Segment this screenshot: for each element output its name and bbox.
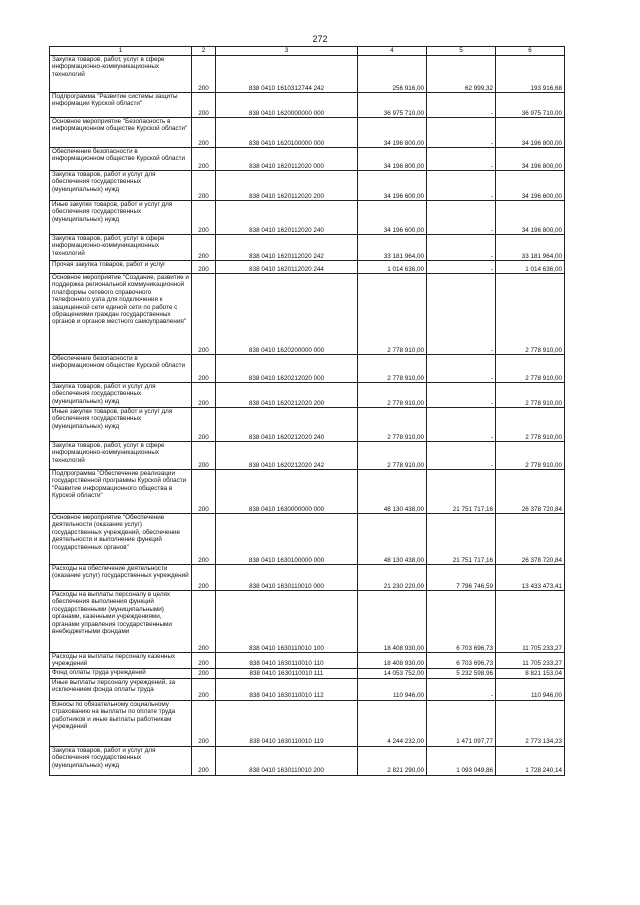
row-name-cell: Подпрограмма "Обеспечение реализации государственной программы Курской области "Развитие информационного общества в Курской области" [50, 470, 192, 514]
row-planned-cell: 1 014 636,00 [358, 261, 427, 274]
row-remaining-cell: 34 196 800,00 [496, 118, 565, 148]
row-executed-cell: - [427, 118, 496, 148]
table-row [50, 56, 565, 93]
row-code-cell: 838 0410 1620112020 240 [216, 201, 358, 235]
row-code-cell: 838 0410 1630110010 000 [216, 565, 358, 591]
row-remaining-cell: 2 778 910,00 [496, 383, 565, 408]
row-remaining-cell: 193 916,68 [496, 56, 565, 93]
row-remaining-cell: 11 705 233,27 [496, 653, 565, 669]
table-row [50, 171, 565, 201]
table-row [50, 355, 565, 383]
budget-table [49, 46, 565, 776]
row-code-cell: 838 0410 1620212020 240 [216, 408, 358, 442]
row-code-cell: 838 0410 1620212020 000 [216, 355, 358, 383]
row-executed-cell: - [427, 261, 496, 274]
row-planned-cell: 110 946,00 [358, 678, 427, 700]
row-planned-cell: 34 196 800,00 [358, 118, 427, 148]
table-row [50, 470, 565, 514]
row-planned-cell: 2 778 910,00 [358, 383, 427, 408]
table-row [50, 678, 565, 700]
row-remaining-cell: 11 705 233,27 [496, 591, 565, 653]
row-planned-cell: 2 821 290,00 [358, 746, 427, 775]
row-planned-cell: 2 778 910,00 [358, 355, 427, 383]
row-group-cell: 200 [192, 514, 216, 565]
table-row [50, 274, 565, 355]
row-planned-cell: 34 196 600,00 [358, 171, 427, 201]
table-row [50, 383, 565, 408]
row-code-cell: 838 0410 1620000000 000 [216, 93, 358, 118]
row-remaining-cell: 2 778 910,00 [496, 274, 565, 355]
col-header-6: 6 [496, 47, 565, 56]
row-group-cell: 200 [192, 56, 216, 93]
row-executed-cell: - [427, 274, 496, 355]
row-name-cell: Расходы на выплаты персоналу казенных учреждений [50, 653, 192, 669]
row-name-cell: Обеспечение безопасности в информационном обществе Курской области [50, 355, 192, 383]
row-remaining-cell: 2 778 910,00 [496, 355, 565, 383]
row-group-cell: 200 [192, 470, 216, 514]
row-code-cell: 838 0410 1620112020 200 [216, 171, 358, 201]
row-code-cell: 838 0410 1620112020 244 [216, 261, 358, 274]
row-executed-cell: - [427, 171, 496, 201]
row-executed-cell: 1 093 049,86 [427, 746, 496, 775]
row-executed-cell: 1 471 097,77 [427, 700, 496, 746]
row-remaining-cell: 8 821 153,04 [496, 668, 565, 678]
row-remaining-cell: 34 196 600,00 [496, 171, 565, 201]
row-remaining-cell: 26 378 720,84 [496, 470, 565, 514]
row-name-cell: Взносы по обязательному социальному страхованию на выплаты по оплате труда работников и иные выплаты работникам учреждений [50, 700, 192, 746]
row-name-cell: Закупка товаров, работ и услуг для обеспечения государственных (муниципальных) нужд [50, 171, 192, 201]
row-name-cell: Расходы на обеспечение деятельности (оказание услуг) государственных учреждений [50, 565, 192, 591]
row-planned-cell: 256 916,00 [358, 56, 427, 93]
row-code-cell: 838 0410 1630110010 200 [216, 746, 358, 775]
row-code-cell: 838 0410 1610312744 242 [216, 56, 358, 93]
row-planned-cell: 34 196 800,00 [358, 148, 427, 171]
row-name-cell: Основное мероприятие "Обеспечение деятельности (оказание услуг) государственных учреждений, обеспечение деятельности и выполнение функций государственных органов" [50, 514, 192, 565]
row-name-cell: Обеспечение безопасности в информационном обществе Курской области [50, 148, 192, 171]
row-group-cell: 200 [192, 274, 216, 355]
row-group-cell: 200 [192, 383, 216, 408]
row-remaining-cell: 2 773 134,23 [496, 700, 565, 746]
row-name-cell: Подпрограмма "Развитие системы защиты информации Курской области" [50, 93, 192, 118]
table-row [50, 201, 565, 235]
row-name-cell: Закупка товаров, работ и услуг для обеспечения государственных (муниципальных) нужд [50, 383, 192, 408]
row-group-cell: 200 [192, 565, 216, 591]
table-row [50, 93, 565, 118]
row-name-cell: Закупка товаров, работ, услуг в сфере информационно-коммуникационных технологий [50, 442, 192, 470]
row-code-cell: 838 0410 1620200000 000 [216, 274, 358, 355]
table-row [50, 261, 565, 274]
row-group-cell: 200 [192, 171, 216, 201]
row-planned-cell: 18 408 930,00 [358, 591, 427, 653]
row-executed-cell: - [427, 408, 496, 442]
row-group-cell: 200 [192, 678, 216, 700]
row-remaining-cell: 34 196 800,00 [496, 201, 565, 235]
header-row [50, 47, 565, 56]
row-executed-cell: 7 796 746,59 [427, 565, 496, 591]
row-remaining-cell: 1 728 240,14 [496, 746, 565, 775]
row-planned-cell: 48 130 438,00 [358, 514, 427, 565]
row-executed-cell: - [427, 235, 496, 261]
row-remaining-cell: 1 014 636,00 [496, 261, 565, 274]
table-row [50, 653, 565, 669]
row-code-cell: 838 0410 1620212020 200 [216, 383, 358, 408]
table-row [50, 514, 565, 565]
row-planned-cell: 2 778 910,00 [358, 274, 427, 355]
row-group-cell: 200 [192, 355, 216, 383]
row-code-cell: 838 0410 1620212020 242 [216, 442, 358, 470]
row-group-cell: 200 [192, 118, 216, 148]
table-row [50, 668, 565, 678]
row-remaining-cell: 36 975 710,00 [496, 93, 565, 118]
row-name-cell: Основное мероприятие "Безопасность в информационном обществе Курской области" [50, 118, 192, 148]
row-planned-cell: 4 244 232,00 [358, 700, 427, 746]
row-planned-cell: 21 230 220,00 [358, 565, 427, 591]
row-code-cell: 838 0410 1630110010 119 [216, 700, 358, 746]
col-header-5: 5 [427, 47, 496, 56]
row-executed-cell: - [427, 355, 496, 383]
row-group-cell: 200 [192, 591, 216, 653]
row-code-cell: 838 0410 1630110010 110 [216, 653, 358, 669]
row-planned-cell: 48 130 438,00 [358, 470, 427, 514]
row-planned-cell: 34 196 600,00 [358, 201, 427, 235]
row-name-cell: Иные закупки товаров, работ и услуг для обеспечения государственных (муниципальных) нужд [50, 408, 192, 442]
row-executed-cell: 6 703 696,73 [427, 653, 496, 669]
row-executed-cell: 62 999,32 [427, 56, 496, 93]
table-row [50, 700, 565, 746]
row-planned-cell: 36 975 710,00 [358, 93, 427, 118]
row-code-cell: 838 0410 1630110010 100 [216, 591, 358, 653]
col-header-3: 3 [216, 47, 358, 56]
row-group-cell: 200 [192, 235, 216, 261]
row-planned-cell: 18 408 930,00 [358, 653, 427, 669]
row-planned-cell: 2 778 910,00 [358, 442, 427, 470]
row-code-cell: 838 0410 1630110010 111 [216, 668, 358, 678]
row-name-cell: Закупка товаров, работ, услуг в сфере информационно-коммуникационных технологий [50, 56, 192, 93]
row-code-cell: 838 0410 1630110010 112 [216, 678, 358, 700]
page-number: 272 [312, 34, 328, 44]
row-name-cell: Иные выплаты персоналу учреждений, за исключением фонда оплаты труда [50, 678, 192, 700]
row-executed-cell: - [427, 383, 496, 408]
row-code-cell: 838 0410 1630000000 000 [216, 470, 358, 514]
row-executed-cell: - [427, 201, 496, 235]
row-group-cell: 200 [192, 201, 216, 235]
table-row [50, 442, 565, 470]
row-executed-cell: - [427, 93, 496, 118]
row-executed-cell: 5 232 598,96 [427, 668, 496, 678]
row-remaining-cell: 26 378 720,84 [496, 514, 565, 565]
row-group-cell: 200 [192, 261, 216, 274]
col-header-4: 4 [358, 47, 427, 56]
row-executed-cell: - [427, 442, 496, 470]
row-group-cell: 200 [192, 653, 216, 669]
table-row [50, 235, 565, 261]
row-group-cell: 200 [192, 442, 216, 470]
row-name-cell: Основное мероприятие "Создание, развитие и поддержка региональной коммуникационной платформы сетевого справочного телефонного узла для подключения к защищенной сети единой сети по работе с обращениями граждан государственных органов и органов местного самоуправления" [50, 274, 192, 355]
row-remaining-cell: 13 433 473,41 [496, 565, 565, 591]
col-header-2: 2 [192, 47, 216, 56]
row-name-cell: Иные закупки товаров, работ и услуг для обеспечения государственных (муниципальных) нужд [50, 201, 192, 235]
row-remaining-cell: 110 946,00 [496, 678, 565, 700]
row-group-cell: 200 [192, 700, 216, 746]
row-executed-cell: 21 751 717,16 [427, 470, 496, 514]
row-name-cell: Фонд оплаты труда учреждений [50, 668, 192, 678]
row-executed-cell: - [427, 148, 496, 171]
row-planned-cell: 2 778 910,00 [358, 408, 427, 442]
row-name-cell: Закупка товаров, работ, услуг в сфере информационно-коммуникационных технологий [50, 235, 192, 261]
table-row [50, 565, 565, 591]
col-header-1: 1 [50, 47, 192, 56]
row-executed-cell: 21 751 717,16 [427, 514, 496, 565]
row-planned-cell: 14 053 752,00 [358, 668, 427, 678]
row-group-cell: 200 [192, 148, 216, 171]
row-group-cell: 200 [192, 668, 216, 678]
row-planned-cell: 33 181 964,00 [358, 235, 427, 261]
row-remaining-cell: 2 778 910,00 [496, 408, 565, 442]
row-remaining-cell: 2 778 910,00 [496, 442, 565, 470]
row-group-cell: 200 [192, 746, 216, 775]
row-name-cell: Прочая закупка товаров, работ и услуг [50, 261, 192, 274]
table-row [50, 591, 565, 653]
row-remaining-cell: 33 181 964,00 [496, 235, 565, 261]
row-group-cell: 200 [192, 408, 216, 442]
table-row [50, 408, 565, 442]
table-row [50, 148, 565, 171]
table-row [50, 746, 565, 775]
row-code-cell: 838 0410 1620100000 000 [216, 118, 358, 148]
row-executed-cell: 6 703 696,73 [427, 591, 496, 653]
table-row [50, 118, 565, 148]
row-code-cell: 838 0410 1630100000 000 [216, 514, 358, 565]
row-name-cell: Закупка товаров, работ и услуг для обеспечения государственных (муниципальных) нужд [50, 746, 192, 775]
row-code-cell: 838 0410 1620112020 242 [216, 235, 358, 261]
row-executed-cell: - [427, 678, 496, 700]
row-group-cell: 200 [192, 93, 216, 118]
row-name-cell: Расходы на выплаты персоналу в целях обеспечения выполнения функций государственными (муниципальными) органами, казенными учреждениями, органами управления государственными внебюджетными фондами [50, 591, 192, 653]
row-code-cell: 838 0410 1620112020 000 [216, 148, 358, 171]
row-remaining-cell: 34 196 800,00 [496, 148, 565, 171]
